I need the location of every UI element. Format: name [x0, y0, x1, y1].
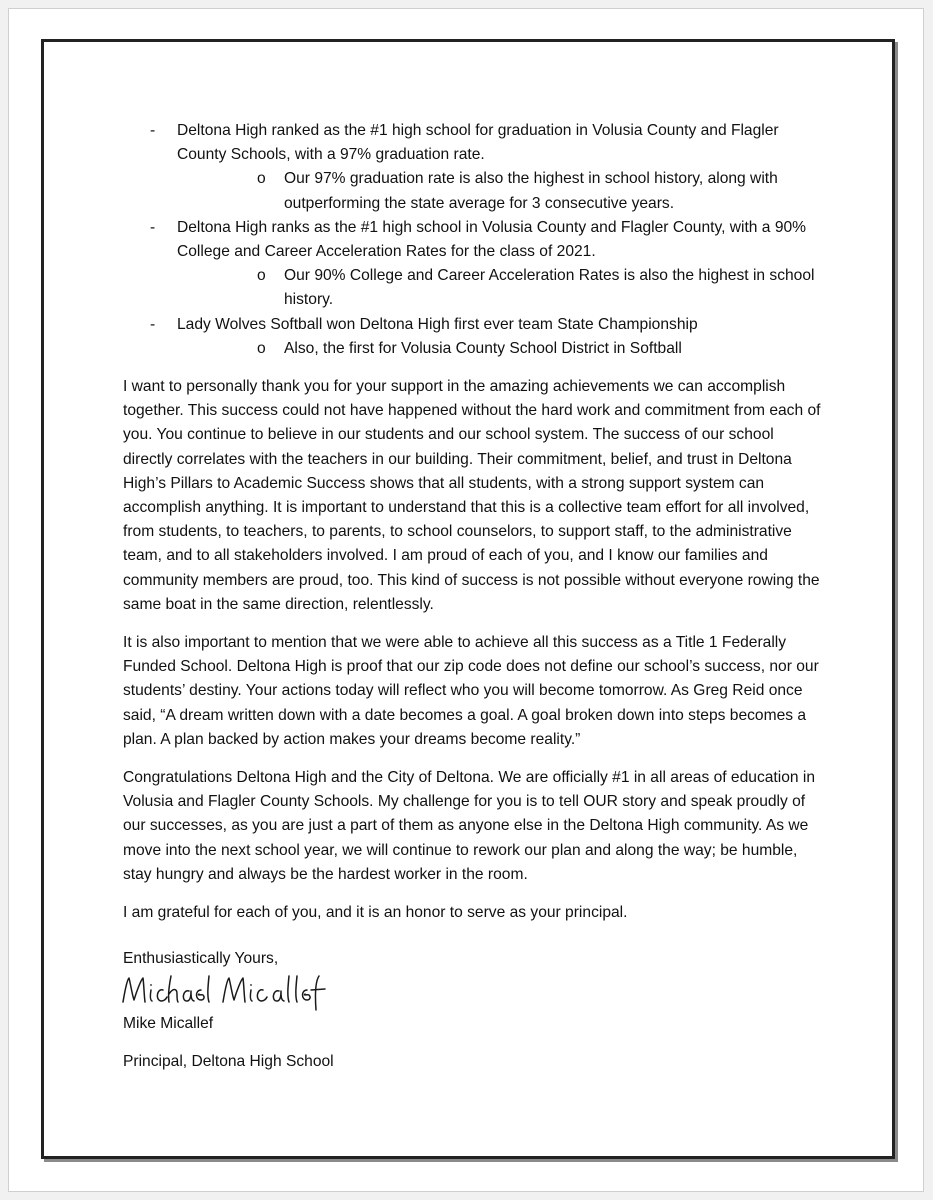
- achievement-subitem: [229, 264, 823, 312]
- achievement-subtext: Our 90% College and Career Acceleration Rates is also the highest in school history.: [284, 267, 815, 309]
- document-page: [8, 8, 924, 1192]
- achievement-item: [123, 119, 823, 216]
- dash-bullet: -: [150, 218, 156, 236]
- achievement-subitem: [229, 167, 823, 215]
- dash-bullet: -: [150, 122, 156, 139]
- signer-title: Principal, Deltona High School: [123, 1052, 334, 1070]
- achievement-item: [123, 216, 823, 313]
- paragraph-congratulations: Congratulations Deltona High and the City of Deltona. We are officially #1 in all areas of education in Volusia and Flagler County Schools. My challenge for you is to tell OUR story and speak proudly of our successes, as you are just a part of them as anyone else in the Deltona High community. As we move into the next school year, we will continue to rework our plan and along the way; be humble, stay hungry and always be the hardest worker in the room.: [123, 769, 816, 883]
- achievement-subtext: Our 97% graduation rate is also the highest in school history, along with outperforming the state average for 3 consecutive years.: [284, 170, 778, 212]
- circle-bullet: o: [257, 267, 266, 285]
- achievement-list: [123, 119, 823, 361]
- paragraph-thanks: I want to personally thank you for your support in the amazing achievements we can accomplish together. This success could not have happened without the hard work and commitment from each of you. You continue to believe in our students and our school system. The success of our school directly correlates with the teachers in our building. Their commitment, belief, and trust in Deltona High’s Pillars to Academic Success shows that all students, with a strong support system can accomplish anything. It is important to understand that this is a collective team effort for all involved, from students, to teachers, to parents, to school counselors, to support staff, to the administrative team, and to all stakeholders involved. I am proud of each of you, and I know our families and community members are proud, too. This kind of success is not possible without everyone rowing the same boat in the same direction, relentlessly.: [123, 378, 821, 613]
- circle-bullet: o: [257, 339, 266, 357]
- signature-icon: [119, 972, 349, 1012]
- achievement-text: Deltona High ranks as the #1 high school in Volusia County and Flagler County, with a 90% College and Career Acceleration Rates for the class of 2021.: [177, 218, 807, 261]
- circle-bullet: o: [257, 170, 266, 188]
- paragraph-title1: It is also important to mention that we were able to achieve all this success as a Title 1 Federally Funded School. Deltona High is proof that our zip code does not define our school’s success, nor our students’ destiny. Your actions today will reflect who you will become tomorrow. As Greg Reid once said, “A dream written down with a date becomes a goal. A goal broken down into steps becomes a plan. A plan backed by action makes your dreams become reality.”: [123, 634, 819, 748]
- handwritten-signature: [119, 972, 823, 1008]
- letter-body: [123, 119, 823, 1088]
- achievement-text: Lady Wolves Softball won Deltona High first ever team State Championship: [177, 315, 698, 333]
- achievement-text: Deltona High ranked as the #1 high school for graduation in Volusia County and Flagler County Schools, with a 97% graduation rate.: [177, 122, 779, 164]
- closing-salutation: Enthusiastically Yours,: [123, 950, 279, 968]
- dash-bullet: -: [150, 315, 156, 333]
- achievement-sublist: [177, 264, 823, 312]
- paragraph-gratitude: I am grateful for each of you, and it is an honor to serve as your principal.: [123, 904, 628, 922]
- achievement-subtext: Also, the first for Volusia County School District in Softball: [284, 339, 682, 357]
- achievement-sublist: [177, 167, 823, 215]
- achievement-subitem: [229, 337, 823, 361]
- achievement-item: [123, 313, 823, 361]
- signer-name: Mike Micallef: [123, 1014, 214, 1032]
- achievement-sublist: [177, 337, 823, 361]
